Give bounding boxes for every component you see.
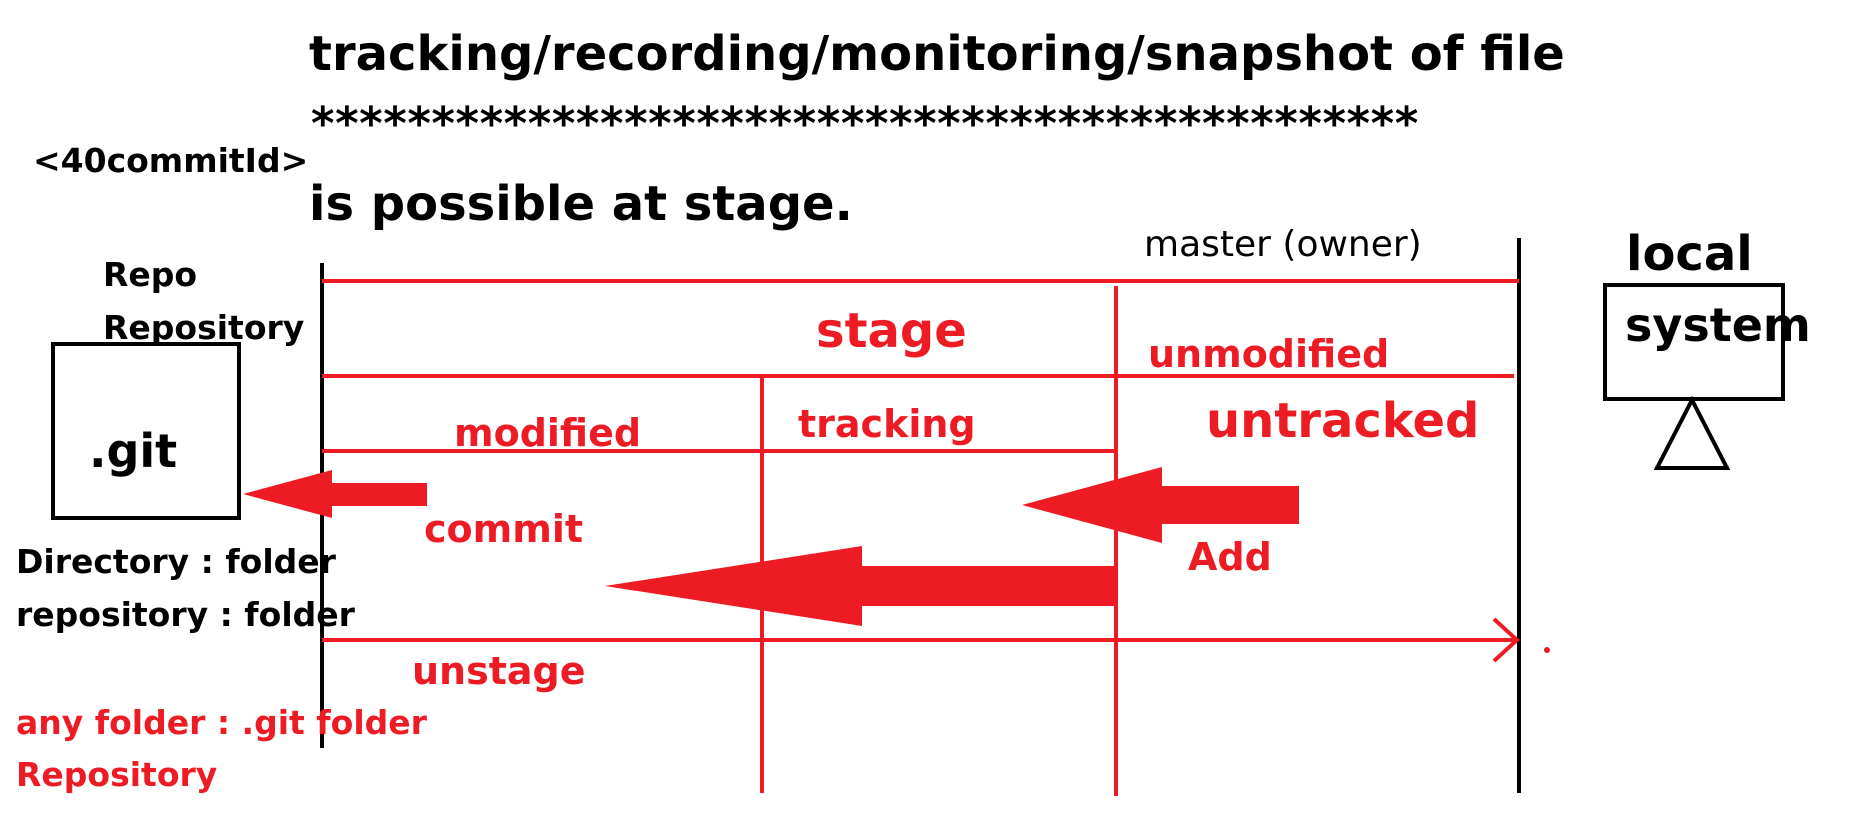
repository-note: repository : folder [16,595,355,634]
commit-id-label: <40commitId> [33,141,309,180]
tracking-label: tracking [798,402,976,446]
add-label: Add [1188,535,1272,579]
subtitle: is possible at stage. [309,176,853,232]
repository-red-note: Repository [16,755,218,794]
repository-label: Repository [103,308,305,347]
git-box-label: .git [89,424,178,478]
commit-arrow [243,470,427,518]
stage-commit-arrow [605,546,1115,626]
title: tracking/recording/monitoring/snapshot of file [309,26,1565,82]
untracked-label: untracked [1206,393,1480,449]
star-separator: ********************************************** [311,97,1419,150]
modified-label: modified [454,411,642,455]
local-label: local [1626,226,1753,282]
add-arrow [1022,467,1299,543]
unmodified-label: unmodified [1148,332,1390,376]
unstage-label: unstage [412,649,586,693]
stage-label: stage [816,303,967,359]
directory-note: Directory : folder [16,542,336,581]
stray-dot [1544,647,1550,653]
master-branch-label: master (owner) [1144,224,1422,265]
commit-label: commit [424,507,584,551]
system-label: system [1625,298,1811,352]
any-folder-note: any folder : .git folder [16,703,427,742]
monitor-stand-icon [1657,400,1727,468]
repo-label: Repo [103,255,198,294]
